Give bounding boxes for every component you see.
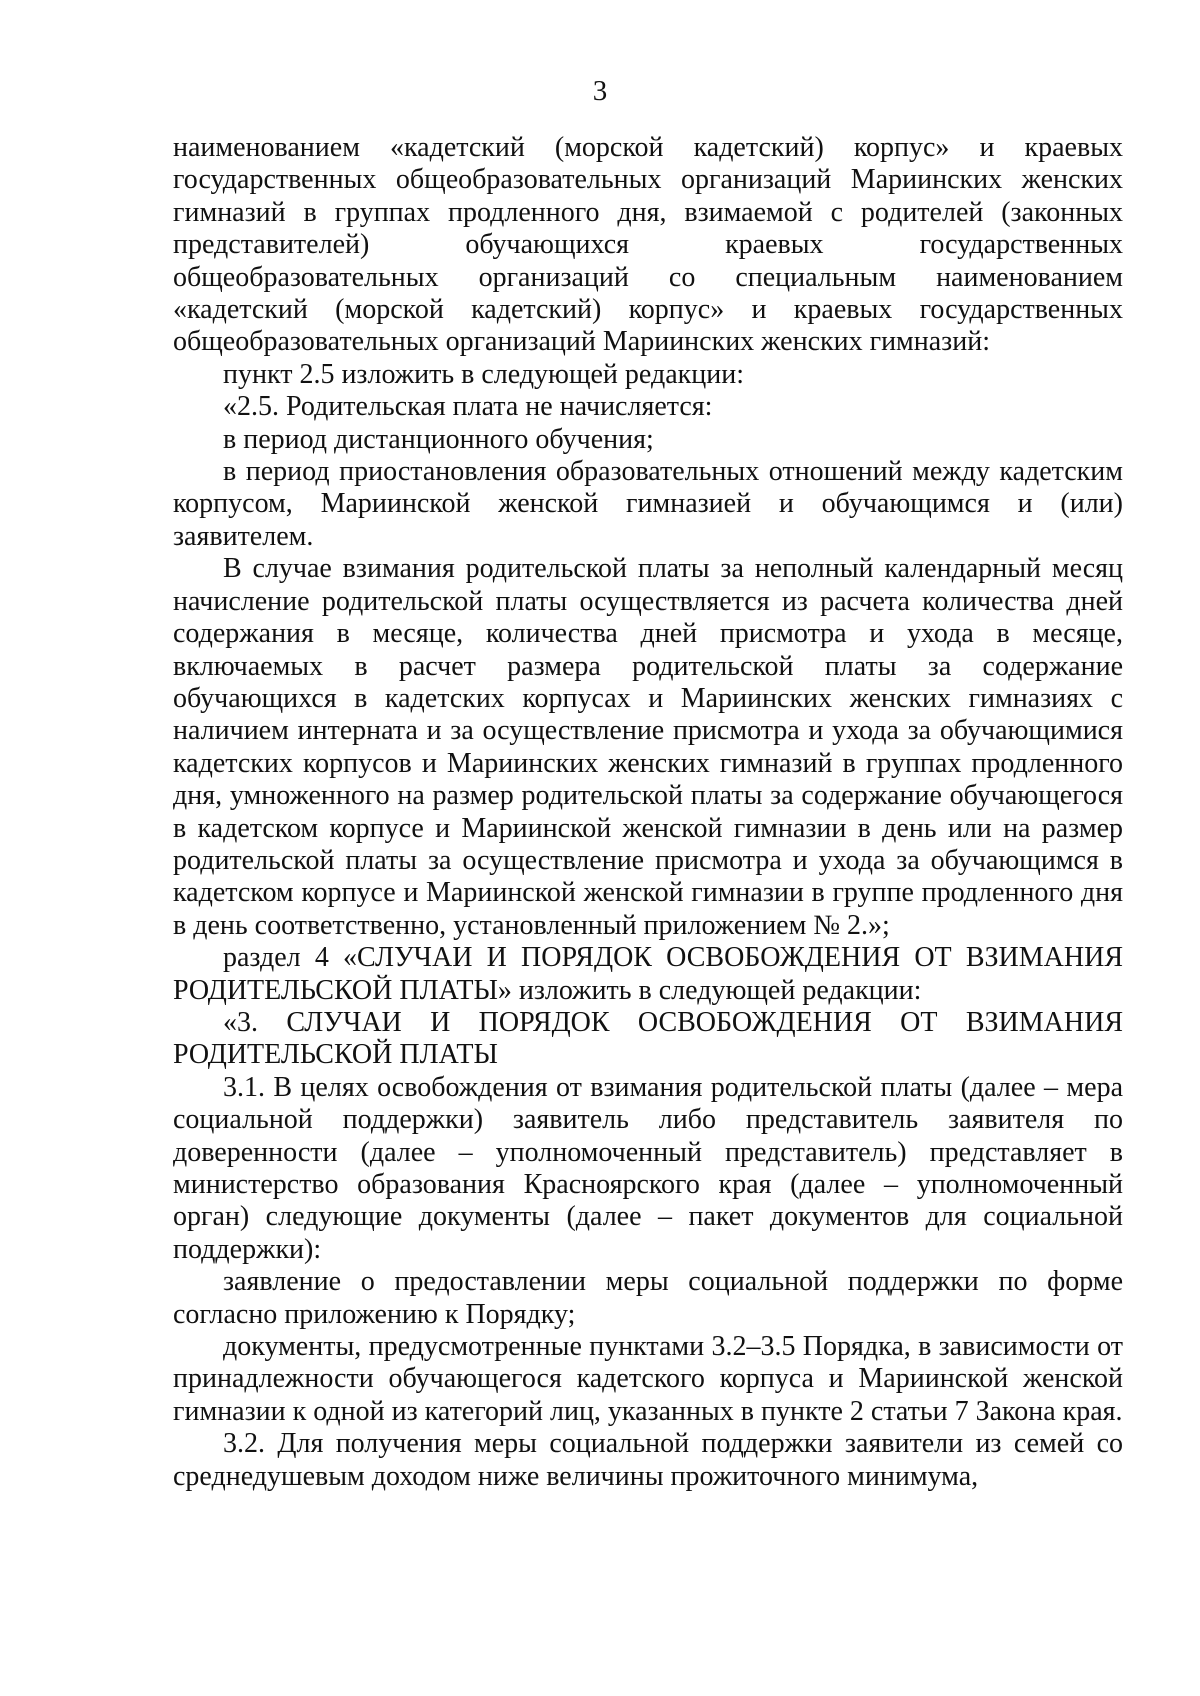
paragraph: в период дистанционного обучения; bbox=[223, 423, 654, 455]
document-body bbox=[173, 132, 1123, 1493]
paragraph: наименованием «кадетский (морской кадетский) корпус» и краевых государственных общеобразовательных организаций Мариинских женских гимназий в группах продленного дня, взимаемой с родителей (законных представителей) обучающихся краевых государственных общеобразовательных организаций со специальным наименованием «кадетский (морской кадетский) корпус» и краевых государственных общеобразовательных организаций Мариинских женских гимназий: bbox=[173, 132, 1123, 358]
page-number: 3 bbox=[592, 75, 608, 107]
paragraph: заявление о предоставлении меры социальной поддержки по форме согласно приложению к Порядку; bbox=[173, 1266, 1123, 1330]
paragraph: 3.1. В целях освобождения от взимания родительской платы (далее – мера социальной поддержки) заявитель либо представитель заявителя по доверенности (далее – уполномоченный представитель) представляет в министерство образования Красноярского края (далее – уполномоченный орган) следующие документы (далее – пакет документов для социальной поддержки): bbox=[173, 1071, 1123, 1265]
paragraph: пункт 2.5 изложить в следующей редакции: bbox=[223, 358, 744, 390]
paragraph: документы, предусмотренные пунктами 3.2–3.5 Порядка, в зависимости от принадлежности обучающегося кадетского корпуса и Мариинской женской гимназии к одной из категорий лиц, указанных в пункте 2 статьи 7 Закона края. bbox=[173, 1331, 1123, 1427]
paragraph: в период приостановления образовательных отношений между кадетским корпусом, Мариинской женской гимназией и обучающимся и (или) заявителем. bbox=[173, 456, 1123, 552]
paragraph: В случае взимания родительской платы за неполный календарный месяц начисление родительской платы осуществляется из расчета количества дней содержания в месяце, количества дней присмотра и ухода в месяце, включаемых в расчет размера родительской платы за содержание обучающихся в кадетских корпусах и Мариинских женских гимназиях с наличием интерната и за осуществление присмотра и ухода за обучающимися кадетских корпусов и Мариинских женских гимназий в группах продленного дня, умноженного на размер родительской платы за содержание обучающегося в кадетском корпусе и Мариинской женской гимназии в день или на размер родительской платы за осуществление присмотра и ухода за обучающимся в кадетском корпусе и Мариинской женской гимназии в группе продленного дня в день соответственно, установленный приложением № 2.»; bbox=[173, 553, 1123, 941]
paragraph: 3.2. Для получения меры социальной поддержки заявители из семей со среднедушевым доходом ниже величины прожиточного минимума, bbox=[173, 1428, 1123, 1492]
section-heading: «3. СЛУЧАИ И ПОРЯДОК ОСВОБОЖДЕНИЯ ОТ ВЗИМАНИЯ РОДИТЕЛЬСКОЙ ПЛАТЫ bbox=[173, 1006, 1123, 1071]
paragraph: раздел 4 «СЛУЧАИ И ПОРЯДОК ОСВОБОЖДЕНИЯ ОТ ВЗИМАНИЯ РОДИТЕЛЬСКОЙ ПЛАТЫ» изложить в следующей редакции: bbox=[173, 942, 1123, 1006]
paragraph: «2.5. Родительская плата не начисляется: bbox=[223, 391, 713, 423]
